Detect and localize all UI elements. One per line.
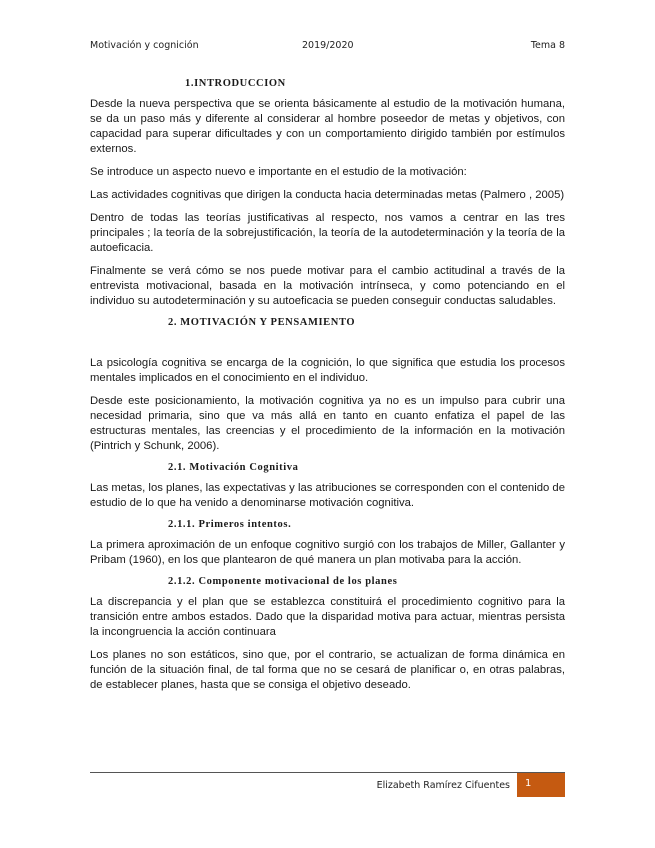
- page-number: 1: [525, 778, 532, 789]
- header-academic-year: 2019/2020: [302, 40, 354, 51]
- paragraph: Desde la nueva perspectiva que se orienta básicamente al estudio de la motivación humana, se da un paso más y diferente al considerar al hombre poseedor de metas y objetivos, con capacidad para superar dificultades y con un comportamiento dirigido también por estímulos externos.: [90, 98, 565, 155]
- document-body: [90, 78, 565, 693]
- section-heading-componente-motivacional: 2.1.2. Componente motivacional de los planes: [168, 576, 398, 587]
- header-topic-number: Tema 8: [530, 40, 565, 51]
- paragraph: Las actividades cognitivas que dirigen la conducta hacia determinadas metas (Palmero , 2005): [90, 189, 565, 201]
- header-course-title: Motivación y cognición: [90, 40, 199, 51]
- section-heading-introduccion: 1.INTRODUCCION: [185, 78, 286, 89]
- page-header: [90, 40, 565, 54]
- paragraph: La discrepancia y el plan que se establezca constituirá el procedimiento cognitivo para la transición entre ambos estados. Dado que la disparidad motiva para actuar, mientras persista la incongruencia la acción continuara: [90, 596, 565, 638]
- section-heading-motivacion-pensamiento: 2. MOTIVACIÓN Y PENSAMIENTO: [168, 317, 356, 328]
- section-heading-motivacion-cognitiva: 2.1. Motivación Cognitiva: [168, 462, 299, 473]
- paragraph: La psicología cognitiva se encarga de la cognición, lo que significa que estudia los procesos mentales implicados en el conocimiento en el individuo.: [90, 357, 565, 384]
- footer-divider: [90, 772, 565, 773]
- footer-author: Elizabeth Ramírez Cifuentes: [376, 780, 510, 791]
- paragraph: La primera aproximación de un enfoque cognitivo surgió con los trabajos de Miller, Gallanter y Pribam (1960), en los que plantearon de qué manera un plan motivaba para la acción.: [90, 539, 565, 566]
- paragraph: Se introduce un aspecto nuevo e importante en el estudio de la motivación:: [90, 166, 467, 178]
- paragraph: Finalmente se verá cómo se nos puede motivar para el cambio actitudinal a través de la entrevista motivacional, basada en la motivación intrínseca, y como potenciando en el individuo su autodeterminación y su autoeficacia se pueden conseguir conductas saludables.: [90, 265, 565, 307]
- paragraph: Los planes no son estáticos, sino que, por el contrario, se actualizan de forma dinámica en función de la situación final, de tal forma que no se cesará de planificar o, en otras palabras, de establecer planes, hasta que se consiga el objetivo deseado.: [90, 649, 565, 691]
- page-number-badge: [517, 773, 565, 797]
- paragraph: Las metas, los planes, las expectativas y las atribuciones se corresponden con el contenido de estudio de lo que ha venido a denominarse motivación cognitiva.: [90, 482, 565, 509]
- paragraph: Desde este posicionamiento, la motivación cognitiva ya no es un impulso para cubrir una necesidad primaria, sino que va más allá en tanto en cuanto enfatiza el papel de las estructuras mentales, las creencias y el procedimiento de la información en la motivación (Pintrich y Schunk, 2006).: [90, 395, 565, 452]
- section-heading-primeros-intentos: 2.1.1. Primeros intentos.: [168, 519, 292, 530]
- paragraph: Dentro de todas las teorías justificativas al respecto, nos vamos a centrar en las tres principales ; la teoría de la sobrejustificación, la teoría de la autodeterminación y la teoría de la autoeficacia.: [90, 212, 565, 254]
